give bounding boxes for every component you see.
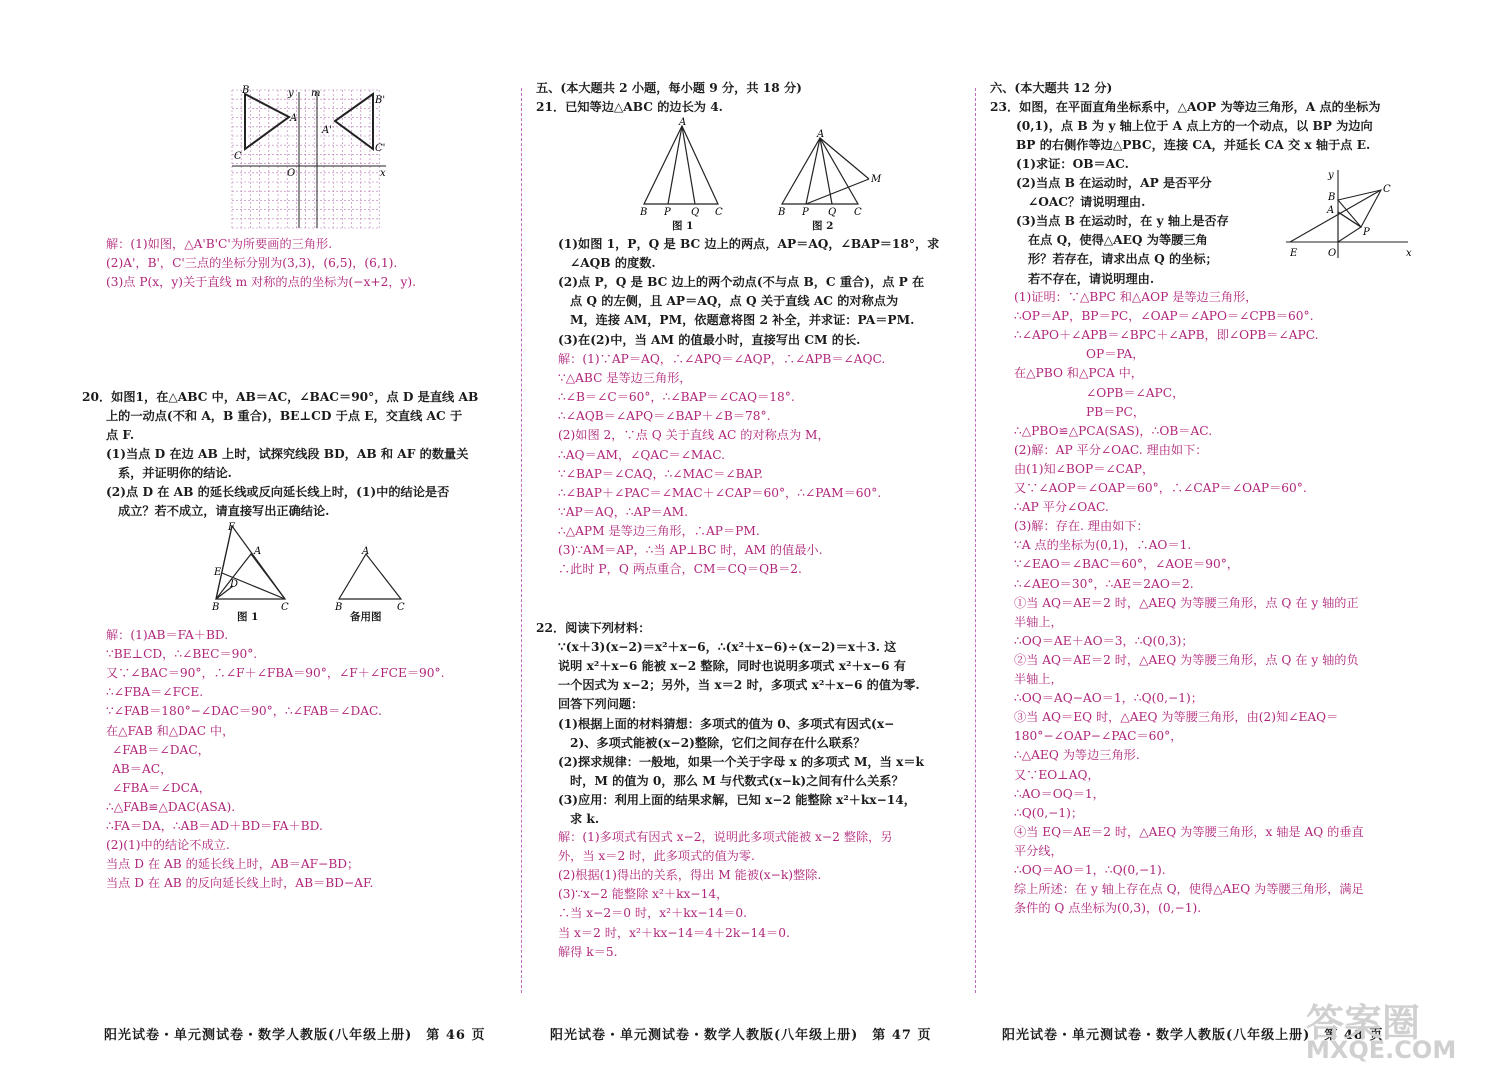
q23side-line: (3)当点 B 在运动时，在 y 轴上是否存: [1016, 214, 1229, 229]
q23sol-line: 条件的 Q 点坐标为(0,3)，(0,−1).: [1014, 901, 1202, 916]
grid-figure: [0, 0, 520, 240]
q23sol-line: 半轴上，: [1014, 672, 1063, 686]
label-y: y: [288, 88, 294, 99]
f23-A: A: [1327, 205, 1335, 216]
q23side-line: 若不存在，请说明理由.: [1028, 271, 1155, 286]
label-m: m: [311, 88, 321, 99]
q20sol-line: ∵BE⊥CD，∴∠BEC＝90°.: [106, 647, 258, 662]
spare-fig-caption: 备用图: [350, 611, 382, 623]
q23sol-line: 综上所述：在 y 轴上存在点 Q，使得△AEQ 为等腰三角形，满足: [1014, 882, 1364, 897]
q21sol-line: ∴AQ＝AM，∠QAC＝∠MAC.: [558, 447, 725, 462]
q22sol-line: (3)∵x−2 能整除 x²＋kx−14，: [558, 887, 729, 902]
f2-A: A: [817, 129, 825, 140]
footer-48: 阳光试卷・单元测试卷・数学人教版(八年级上册) 第 48 页: [1002, 1028, 1384, 1043]
q21sol-line: ∴∠BAP＋∠PAC＝∠MAC＋∠CAP＝60°，∴∠PAM＝60°.: [558, 485, 882, 500]
q23sol-line: 又∵∠AOP＝∠OAP＝60°，∴∠CAP＝∠OAP＝60°.: [1014, 481, 1307, 495]
fig20-B: B: [212, 602, 220, 613]
q21sol-line: (3)∵AM＝AP，∴当 AP⊥BC 时，AM 的值最小.: [558, 543, 823, 557]
q23sol-line: 平分线，: [1014, 843, 1063, 858]
section-5-title: 五、(本大题共 2 小题，每小题 9 分，共 18 分): [536, 81, 802, 95]
page-46: [0, 0, 520, 1074]
q23sol-line: ∴AO＝OQ＝1，: [1014, 786, 1105, 801]
f1-Q: Q: [691, 207, 700, 218]
f23-P: P: [1363, 227, 1370, 238]
q23sol-line: ∴OP＝AP，BP＝PC，∠OAP＝∠APO＝∠CPB＝60°.: [1014, 309, 1314, 324]
label-Bp: B': [375, 95, 386, 106]
footer-47: 阳光试卷・单元测试卷・数学人教版(八年级上册) 第 47 页: [550, 1028, 932, 1043]
q23sol-line: (2)解：AP 平分∠OAC. 理由如下：: [1014, 442, 1208, 457]
q20-line-4: (1)当点 D 在边 AB 上时，试探究线段 BD，AB 和 AF 的数量关: [106, 447, 469, 461]
q23sol-line: ∵∠EAO＝∠BAC＝60°，∠AOE＝90°，: [1014, 557, 1239, 572]
q23sol-line: ②当 AQ＝AE＝2 时，△AEQ 为等腰三角形，点 Q 在 y 轴的负: [1014, 652, 1359, 667]
fig20b-C: C: [397, 602, 405, 613]
fig20-F: F: [228, 522, 235, 533]
q21q-line: (2)点 P，Q 是 BC 边上的两个动点(不与点 B，C 重合)，点 P 在: [558, 275, 925, 290]
f23-x: x: [1406, 248, 1412, 259]
q20sol-line: AB＝AC，: [112, 761, 173, 776]
f2-M: M: [871, 174, 882, 185]
q23sol-line: ∴∠AEO＝30°，∴AE＝2AO＝2.: [1014, 576, 1194, 591]
watermark-url: MXQE.COM: [1306, 1036, 1457, 1064]
q22q-line: ∵(x＋3)(x−2)＝x²＋x−6，∴(x²＋x−6)÷(x−2)＝x＋3. 这: [558, 640, 897, 655]
q22q-line: 说明 x²＋x−6 能被 x−2 整除，同时也说明多项式 x²＋x−6 有: [558, 659, 906, 674]
q21sol-line: (2)如图 2，∵点 Q 关于直线 AC 的对称点为 M，: [558, 428, 830, 443]
q22q-line: 回答下列问题：: [558, 697, 644, 712]
f1-P: P: [664, 207, 671, 218]
fig20-C: C: [281, 602, 289, 613]
q23q-line: (0,1)，点 B 为 y 轴上位于 A 点上方的一个动点，以 BP 为边向: [1016, 119, 1373, 134]
q20sol-line: 解：(1)AB＝FA＋BD.: [106, 628, 229, 642]
label-C: C: [234, 151, 242, 162]
q23q-line: (1)求证：OB＝AC.: [1016, 157, 1129, 172]
q20sol-line: 又∵∠BAC＝90°，∴∠F＋∠FBA＝90°，∠F＋∠FCE＝90°.: [106, 666, 445, 681]
q23side-line: ∠OAC？请说明理由.: [1028, 195, 1146, 210]
q20sol-line: ∠FBA＝∠DCA，: [112, 780, 211, 795]
q21-stem: 21．已知等边△ABC 的边长为 4.: [536, 100, 723, 114]
q20sol-line: 当点 D 在 AB 的反向延长线上时，AB＝BD−AF.: [106, 876, 374, 891]
q21-fig1-caption: 图 1: [672, 220, 694, 232]
q21sol-line: ∵AP＝AQ，∴AP＝AM.: [558, 504, 689, 519]
q22q-line: 求 k.: [570, 812, 600, 826]
fig20-D: D: [230, 579, 239, 590]
label-Ap: A': [322, 125, 332, 136]
q21q-line: ∠AQB 的度数.: [570, 256, 656, 271]
f2-B: B: [778, 207, 786, 218]
f23-E: E: [1290, 248, 1298, 259]
q21sol-line: ∵∠BAP＝∠CAQ，∴∠MAC＝∠BAP.: [558, 466, 763, 481]
q21-fig2-caption: 图 2: [812, 220, 834, 232]
q23sol-line: ∴∠APO＋∠APB＝∠BPC＋∠APB，即∠OPB＝∠APC.: [1014, 328, 1319, 343]
q21sol-line: ∴∠AQB＝∠APQ＝∠BAP＋∠B＝78°.: [558, 409, 771, 424]
q22q-line: 22．阅读下列材料：: [536, 621, 651, 635]
q23sol-line: 半轴上，: [1014, 614, 1063, 629]
q23side-line: (2)当点 B 在运动时，AP 是否平分: [1016, 176, 1212, 190]
q23sol-line: (1)证明：∵△BPC 和△AOP 是等边三角形，: [1014, 290, 1258, 304]
q23sol-line: ①当 AQ＝AE＝2 时，△AEQ 为等腰三角形，点 Q 在 y 轴的正: [1014, 595, 1359, 610]
label-x: x: [380, 168, 386, 179]
q21q-line: 点 Q 的左侧，且 AP＝AQ，点 Q 关于直线 AC 的对称点为: [570, 294, 899, 309]
q20-line-3: 点 F.: [106, 428, 135, 442]
f23-B: B: [1328, 192, 1336, 203]
q20-figures: [0, 518, 520, 618]
f1-C: C: [715, 207, 723, 218]
q21q-line: (3)在(2)中，当 AM 的值最小时，直接写出 CM 的长.: [558, 332, 861, 347]
f2-C: C: [854, 207, 862, 218]
q23sol-line: ∴Q(0,−1)；: [1014, 805, 1084, 820]
section-6-title: 六、(本大题共 12 分): [990, 81, 1113, 95]
f1-B: B: [640, 207, 648, 218]
fig20b-A: A: [362, 546, 370, 557]
q23sol-line: ∵A 点的坐标为(0,1)，∴AO＝1.: [1014, 538, 1192, 553]
q20-line-6: (2)点 D 在 AB 的延长线或反向延长线上时，(1)中的结论是否: [106, 485, 450, 499]
q22q-line: (1)根据上面的材料猜想：多项式的值为 0、多项式有因式(x−: [558, 716, 895, 731]
q21sol-line: ∴此时 P，Q 两点重合，CM＝CQ＝QB＝2.: [558, 562, 802, 577]
q23side-line: 在点 Q，使得△AEQ 为等腰三角: [1028, 233, 1208, 248]
f2-Q: Q: [828, 207, 837, 218]
q23sol-line: OP＝PA，: [1086, 347, 1145, 362]
q21q-line: M，连接 AM，PM，依题意将图 2 补全，并求证：PA＝PM.: [570, 313, 915, 328]
q23sol-line: 由(1)知∠BOP＝∠CAP，: [1014, 461, 1155, 476]
q22sol-line: 当 x＝2 时，x²＋kx−14＝4＋2k−14＝0.: [558, 925, 790, 940]
q22q-line: (3)应用：利用上面的结果求解，已知 x−2 能整除 x²＋kx−14，: [558, 792, 916, 807]
q23q-line: 23．如图，在平面直角坐标系中，△AOP 为等边三角形，A 点的坐标为: [990, 100, 1381, 114]
q23sol-line: 又∵EO⊥AQ，: [1014, 767, 1100, 782]
q23sol-line: 180°−∠OAP−∠PAC＝60°，: [1014, 729, 1183, 744]
q22sol-line: (2)根据(1)得出的关系，得出 M 能被(x−k)整除.: [558, 868, 822, 883]
q23sol-line: ④当 EQ＝AE＝2 时，△AEQ 为等腰三角形，x 轴是 AQ 的垂直: [1014, 824, 1364, 839]
label-Cp: C': [375, 143, 386, 154]
page-47: [522, 0, 974, 1074]
q23sol-line: 在△PBO 和△PCA 中，: [1014, 366, 1143, 381]
q21sol-line: ∴∠B＝∠C＝60°，∴∠BAP＝∠CAQ＝18°.: [558, 390, 795, 405]
q20sol-line: ∠FAB＝∠DAC，: [112, 742, 210, 757]
q19-sol-2: (2)A'，B'，C'三点的坐标分别为(3,3)，(6,5)，(6,1).: [106, 256, 398, 270]
q23sol-line: ③当 AQ＝EQ 时，△AEQ 为等腰三角形，由(2)知∠EAQ＝: [1014, 710, 1339, 725]
q23sol-line: ∴OQ＝AQ−AO＝1，∴Q(0,−1)；: [1014, 691, 1203, 706]
f1-A: A: [679, 117, 687, 128]
q20sol-line: 当点 D 在 AB 的延长线上时，AB＝AF−BD；: [106, 857, 360, 872]
watermark: 答案圈: [1306, 1001, 1421, 1045]
q21q-line: (1)如图 1，P，Q 是 BC 边上的两点，AP＝AQ，∠BAP＝18°，求: [558, 237, 940, 251]
q23side-line: 形？若存在，请求出点 Q 的坐标；: [1028, 252, 1218, 267]
label-B: B: [242, 85, 250, 96]
q23sol-line: ∠OPB＝∠APC，: [1086, 385, 1185, 400]
q19-sol-3: (3)点 P(x，y)关于直线 m 对称的点的坐标为(−x+2，y).: [106, 275, 417, 289]
q20-line-7: 成立？若不成立，请直接写出正确结论.: [118, 504, 330, 518]
f23-C: C: [1383, 184, 1391, 195]
q22q-line: 一个因式为 x−2；另外，当 x＝2 时，多项式 x²＋x−6 的值为零.: [558, 678, 920, 693]
f23-O: O: [1328, 248, 1337, 259]
q20sol-line: 在△FAB 和△DAC 中，: [106, 723, 235, 738]
label-A: A: [290, 113, 298, 124]
q20sol-line: (2)(1)中的结论不成立.: [106, 838, 230, 853]
q22sol-line: 解：(1)多项式有因式 x−2，说明此多项式能被 x−2 整除，另: [558, 830, 893, 844]
q22sol-line: 外，当 x＝2 时，此多项式的值为零.: [558, 849, 755, 864]
q19-sol-1: 解：(1)如图，△A'B'C'为所要画的三角形.: [106, 237, 333, 251]
f23-y: y: [1328, 170, 1334, 181]
fig20-E: E: [214, 567, 222, 578]
q22sol-line: ∴当 x−2＝0 时，x²＋kx−14＝0.: [558, 906, 748, 921]
q20-line-2: 上的一动点(不和 A，B 重合)，BE⊥CD 于点 E，交直线 AC 于: [106, 409, 463, 423]
q21-figures: [522, 118, 974, 238]
q21sol-line: ∵△ABC 是等边三角形，: [558, 371, 692, 386]
q23sol-line: ∴OQ＝AO＝1，∴Q(0,−1).: [1014, 863, 1166, 877]
q20sol-line: ∴△FAB≌△DAC(ASA).: [106, 799, 236, 814]
q23sol-line: ∴AP 平分∠OAC.: [1014, 500, 1109, 515]
q20-line-5: 系，并证明你的结论.: [118, 466, 232, 480]
footer-46: 阳光试卷・单元测试卷・数学人教版(八年级上册) 第 46 页: [104, 1028, 486, 1043]
q23q-line: BP 的右侧作等边△PBC，连接 CA，并延长 CA 交 x 轴于点 E.: [1016, 138, 1371, 153]
fig1-caption: 图 1: [237, 611, 259, 623]
q23-figure: [976, 160, 1500, 280]
fig20b-B: B: [335, 602, 343, 613]
q20sol-line: ∴FA＝DA，∴AB＝AD＋BD＝FA＋BD.: [106, 819, 323, 833]
q23sol-line: (3)解：存在. 理由如下：: [1014, 519, 1149, 534]
page-48: [976, 0, 1500, 1074]
q23sol-line: ∴OQ＝AE＋AO＝3，∴Q(0,3)；: [1014, 633, 1194, 648]
f2-P: P: [802, 207, 809, 218]
fig20-A: A: [254, 546, 262, 557]
q21sol-line: ∴△APM 是等边三角形，∴AP＝PM.: [558, 523, 760, 538]
q22q-line: (2)探求规律：一般地，如果一个关于字母 x 的多项式 M，当 x＝k: [558, 754, 924, 769]
q23sol-line: ∴△PBO≌△PCA(SAS)，∴OB＝AC.: [1014, 423, 1213, 438]
q22q-line: 2)、多项式能被(x−2)整除，它们之间存在什么联系？: [570, 735, 866, 750]
label-O: O: [287, 168, 296, 179]
q22sol-line: 解得 k＝5.: [558, 944, 618, 959]
q23sol-line: ∴△AEQ 为等边三角形.: [1014, 748, 1140, 763]
q21sol-line: 解：(1)∵AP＝AQ，∴∠APQ＝∠AQP，∴∠APB＝∠AQC.: [558, 352, 886, 366]
q20sol-line: ∴∠FBA＝∠FCE.: [106, 685, 204, 700]
q20sol-line: ∵∠FAB＝180°−∠DAC＝90°，∴∠FAB＝∠DAC.: [106, 704, 382, 719]
q23sol-line: PB＝PC，: [1086, 404, 1146, 419]
q22q-line: 时，M 的值为 0，那么 M 与代数式(x−k)之间有什么关系？: [570, 773, 904, 788]
q20-line-1: 20．如图1，在△ABC 中，AB＝AC，∠BAC＝90°，点 D 是直线 AB: [82, 390, 479, 404]
